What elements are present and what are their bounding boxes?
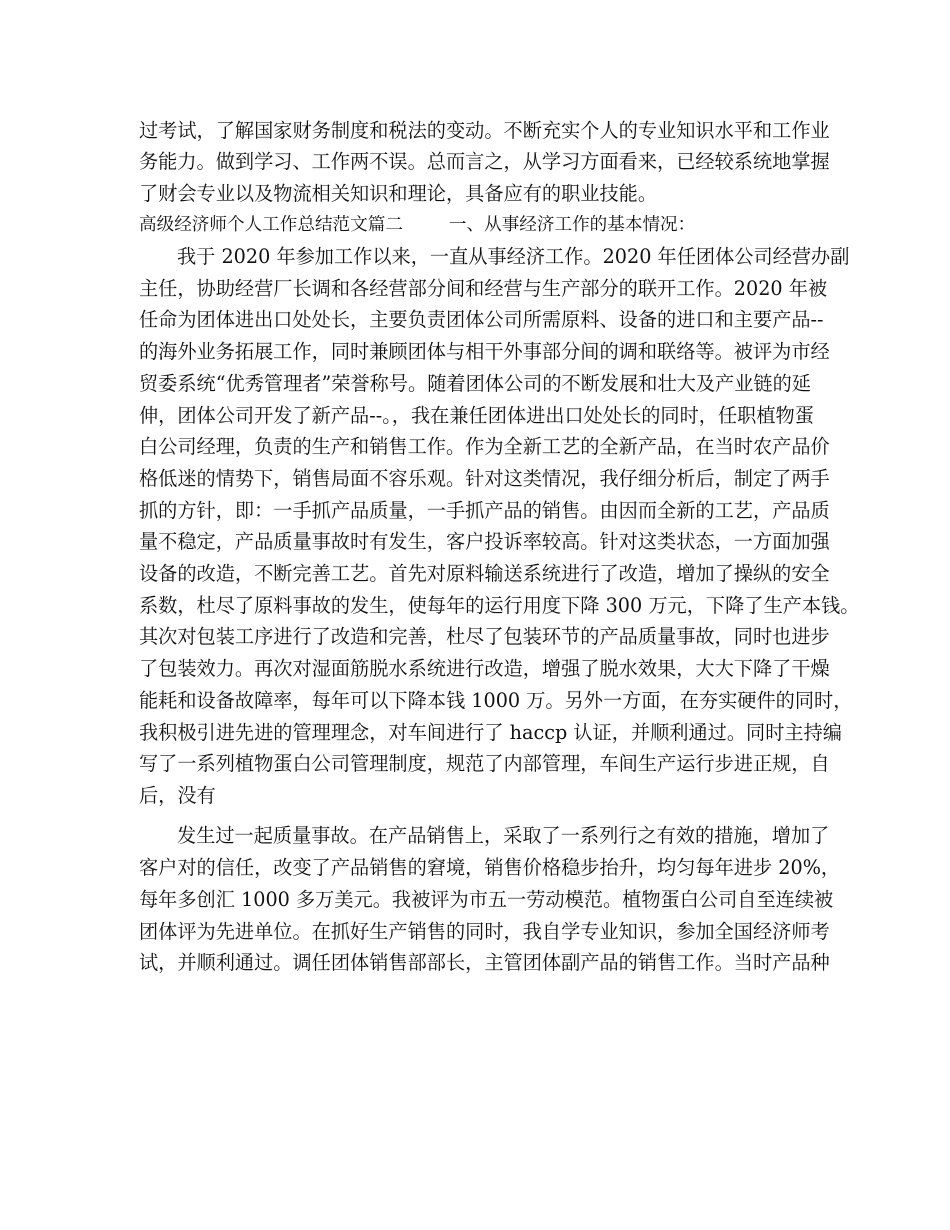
text-line: 我积极引进先进的管理理念，对车间进行了 haccp 认证，并顺利通过。同时主持编 <box>139 721 842 744</box>
text-line: 系数，杜尽了原料事故的发生，使每年的运行用度下降 300 万元，下降了生产本钱。 <box>139 594 860 617</box>
text-line: 贸委系统“优秀管理者”荣誉称号。随着团体公司的不断发展和壮大及产业链的延 <box>139 372 811 395</box>
text-line: 能耗和设备故障率，每年可以下降本钱 1000 万。另外一方面，在夯实硬件的同时， <box>139 689 853 712</box>
section-heading <box>139 209 695 241</box>
text-line: 团体评为先进单位。在抓好生产销售的同时，我自学专业知识，参加全国经济师考 <box>139 920 830 943</box>
text-line: 白公司经理，负责的生产和销售工作。作为全新工艺的全新产品，在当时农产品价 <box>139 435 830 458</box>
text-line: 设备的改造，不断完善工艺。首先对原料输送系统进行了改造，增加了操纵的安全 <box>139 562 830 585</box>
text-line: 客户对的信任，改变了产品销售的窘境，销售价格稳步抬升，均匀每年进步 20%， <box>139 856 841 879</box>
text-line: 主任，协助经营厂长调和各经营部分间和经营与生产部分的联开工作。2020 年被 <box>139 277 828 300</box>
heading-subtitle: 一、从事经济工作的基本情况： <box>448 215 696 235</box>
text-line: 的海外业务拓展工作，同时兼顾团体与相干外事部分间的调和联络等。被评为市经 <box>139 340 830 363</box>
text-line: 试，并顺利通过。调任团体销售部部长，主管团体副产品的销售工作。当时产品种 <box>139 951 830 974</box>
text-line: 每年多创汇 1000 多万美元。我被评为市五一劳动模范。植物蛋白公司自至连续被 <box>139 888 834 911</box>
text-line: 量不稳定，产品质量事故时有发生，客户投诉率较高。针对这类状态，一方面加强 <box>139 530 830 553</box>
text-line: 后，没有 <box>139 784 216 807</box>
text-line: 写了一系列植物蛋白公司管理制度，规范了内部管理，车间生产运行步进正规，自 <box>139 752 830 775</box>
text-line: 发生过一起质量事故。在产品销售上，采取了一系列行之有效的措施，增加了 <box>177 824 830 847</box>
text-line: 了财会专业以及物流相关知识和理论，具备应有的职业技能。 <box>139 182 658 205</box>
heading-title: 高级经济师个人工作总结范文篇二 <box>139 215 403 235</box>
text-line: 我于 2020 年参加工作以来，一直从事经济工作。2020 年任团体公司经营办副 <box>177 245 850 268</box>
text-line: 格低迷的情势下，销售局面不容乐观。针对这类情况，我仔细分析后，制定了两手 <box>139 467 830 490</box>
text-line: 务能力。做到学习、工作两不误。总而言之，从学习方面看来，已经较系统地掌握 <box>139 150 830 173</box>
text-line: 抓的方针，即：一手抓产品质量，一手抓产品的销售。由因而全新的工艺，产品质 <box>139 499 830 522</box>
text-line: 过考试，了解国家财务制度和税法的变动。不断充实个人的专业知识水平和工作业 <box>139 119 830 142</box>
text-line: 任命为团体进出口处处长，主要负责团体公司所需原料、设备的进口和主要产品-- <box>139 308 824 331</box>
text-line: 伸，团体公司开发了新产品--。，我在兼任团体进出口处处长的同时，任职植物蛋 <box>139 404 814 427</box>
text-line: 其次对包装工序进行了改造和完善，杜尽了包装环节的产品质量事故，同时也进步 <box>139 625 830 648</box>
text-line: 了包装效力。再次对湿面筋脱水系统进行改造，增强了脱水效果，大大下降了干燥 <box>139 657 830 680</box>
